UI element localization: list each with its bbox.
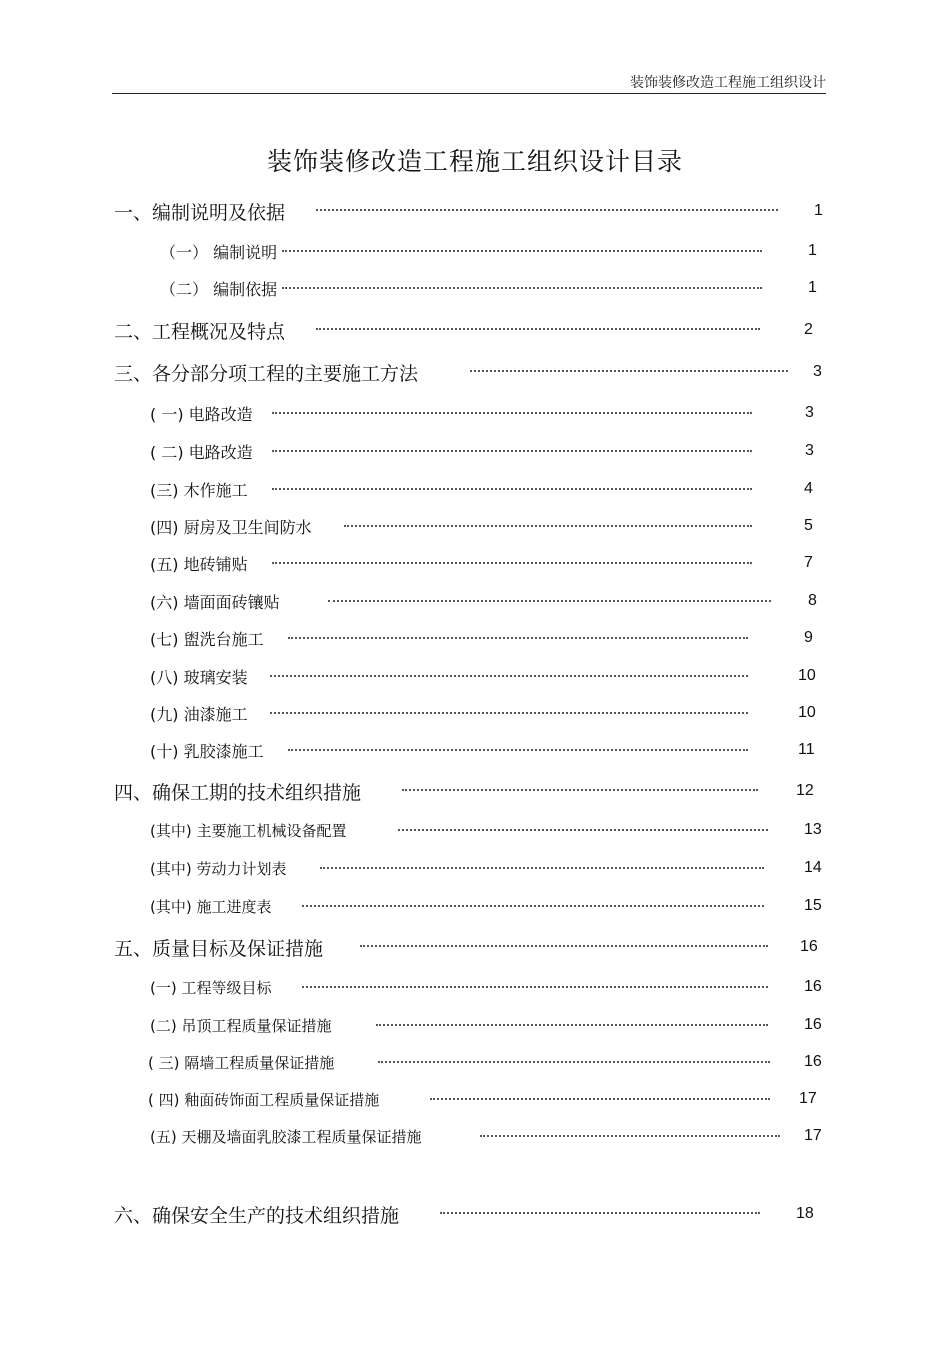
- toc-label: (一) 工程等级目标: [150, 979, 272, 997]
- toc-label: (四) 厨房及卫生间防水: [150, 518, 312, 537]
- toc-label: （二） 编制依据: [160, 280, 278, 299]
- toc-label: 三、各分部分项工程的主要施工方法: [114, 363, 419, 385]
- toc-leader: [440, 1212, 760, 1214]
- toc-leader: [398, 829, 768, 831]
- toc-page-number: 18: [796, 1205, 814, 1222]
- toc-page-number: 1: [808, 279, 817, 296]
- toc-label: (五) 地砖铺贴: [150, 555, 248, 574]
- toc-page-number: 17: [799, 1090, 817, 1107]
- toc-page-number: 8: [808, 592, 817, 609]
- toc-label: (六) 墙面面砖镶贴: [150, 593, 280, 612]
- toc-page-number: 1: [808, 242, 817, 259]
- toc-label: 六、确保安全生产的技术组织措施: [114, 1205, 400, 1227]
- toc-label: ( 一) 电路改造: [150, 405, 253, 424]
- toc-label: （一） 编制说明: [160, 243, 278, 262]
- toc-label: ( 二) 电路改造: [150, 443, 253, 462]
- toc-leader: [272, 412, 752, 414]
- toc-page-number: 16: [804, 1053, 822, 1070]
- toc-label: 二、工程概况及特点: [114, 321, 286, 343]
- toc-leader: [360, 945, 768, 947]
- document-title: 装饰装修改造工程施工组织设计目录: [266, 147, 683, 176]
- toc-leader: [316, 209, 778, 211]
- toc-leader: [376, 1024, 768, 1026]
- toc-leader: [344, 525, 752, 527]
- toc-label: ( 三) 隔墙工程质量保证措施: [148, 1054, 335, 1072]
- toc-label: 四、确保工期的技术组织措施: [114, 782, 362, 804]
- toc-leader: [378, 1061, 770, 1063]
- toc-page-number: 3: [805, 404, 814, 421]
- toc-leader: [272, 488, 752, 490]
- toc-leader: [288, 749, 748, 751]
- toc-label: (其中) 劳动力计划表: [150, 860, 287, 878]
- toc-label: 五、质量目标及保证措施: [114, 938, 324, 960]
- toc-page-number: 10: [798, 704, 816, 721]
- toc-leader: [282, 287, 762, 289]
- toc-label: (十) 乳胶漆施工: [150, 742, 264, 761]
- toc-label: (其中) 主要施工机械设备配置: [150, 822, 347, 840]
- toc-label: 一、编制说明及依据: [114, 202, 286, 224]
- toc-page-number: 3: [805, 442, 814, 459]
- toc-label: (二) 吊顶工程质量保证措施: [150, 1017, 332, 1035]
- running-header: 装饰装修改造工程施工组织设计: [630, 75, 826, 91]
- toc-page-number: 15: [804, 897, 822, 914]
- toc-leader: [270, 712, 748, 714]
- toc-page-number: 14: [804, 859, 822, 876]
- toc-leader: [316, 328, 760, 330]
- toc-page-number: 16: [800, 938, 818, 955]
- toc-label: (七) 盥洗台施工: [150, 630, 264, 649]
- toc-label: (八) 玻璃安装: [150, 668, 248, 687]
- toc-page-number: 9: [804, 629, 813, 646]
- toc-page-number: 5: [804, 517, 813, 534]
- toc-page-number: 3: [813, 363, 822, 380]
- toc-leader: [430, 1098, 770, 1100]
- toc-leader: [272, 562, 752, 564]
- toc-page-number: 16: [804, 1016, 822, 1033]
- toc-leader: [282, 250, 762, 252]
- toc-leader: [272, 450, 752, 452]
- toc-label: (三) 木作施工: [150, 481, 248, 500]
- toc-page-number: 2: [804, 321, 813, 338]
- toc-leader: [302, 905, 764, 907]
- toc-leader: [270, 675, 748, 677]
- toc-page-number: 16: [804, 978, 822, 995]
- toc-page-number: 7: [804, 554, 813, 571]
- toc-leader: [320, 867, 764, 869]
- toc-label: (九) 油漆施工: [150, 705, 248, 724]
- toc-leader: [288, 637, 748, 639]
- toc-label: (其中) 施工进度表: [150, 898, 272, 916]
- toc-leader: [402, 789, 758, 791]
- toc-page-number: 4: [804, 480, 813, 497]
- toc-page-number: 13: [804, 821, 822, 838]
- toc-leader: [302, 986, 768, 988]
- toc-page-number: 10: [798, 667, 816, 684]
- toc-label: (五) 天棚及墙面乳胶漆工程质量保证措施: [150, 1128, 422, 1146]
- toc-page-number: 1: [814, 202, 823, 219]
- toc-label: ( 四) 釉面砖饰面工程质量保证措施: [148, 1091, 380, 1109]
- header-rule: [112, 93, 826, 94]
- toc-leader: [470, 370, 788, 372]
- toc-leader: [328, 600, 771, 602]
- toc-page-number: 17: [804, 1127, 822, 1144]
- toc-leader: [480, 1135, 780, 1137]
- toc-page-number: 11: [798, 741, 815, 758]
- toc-page-number: 12: [796, 782, 814, 799]
